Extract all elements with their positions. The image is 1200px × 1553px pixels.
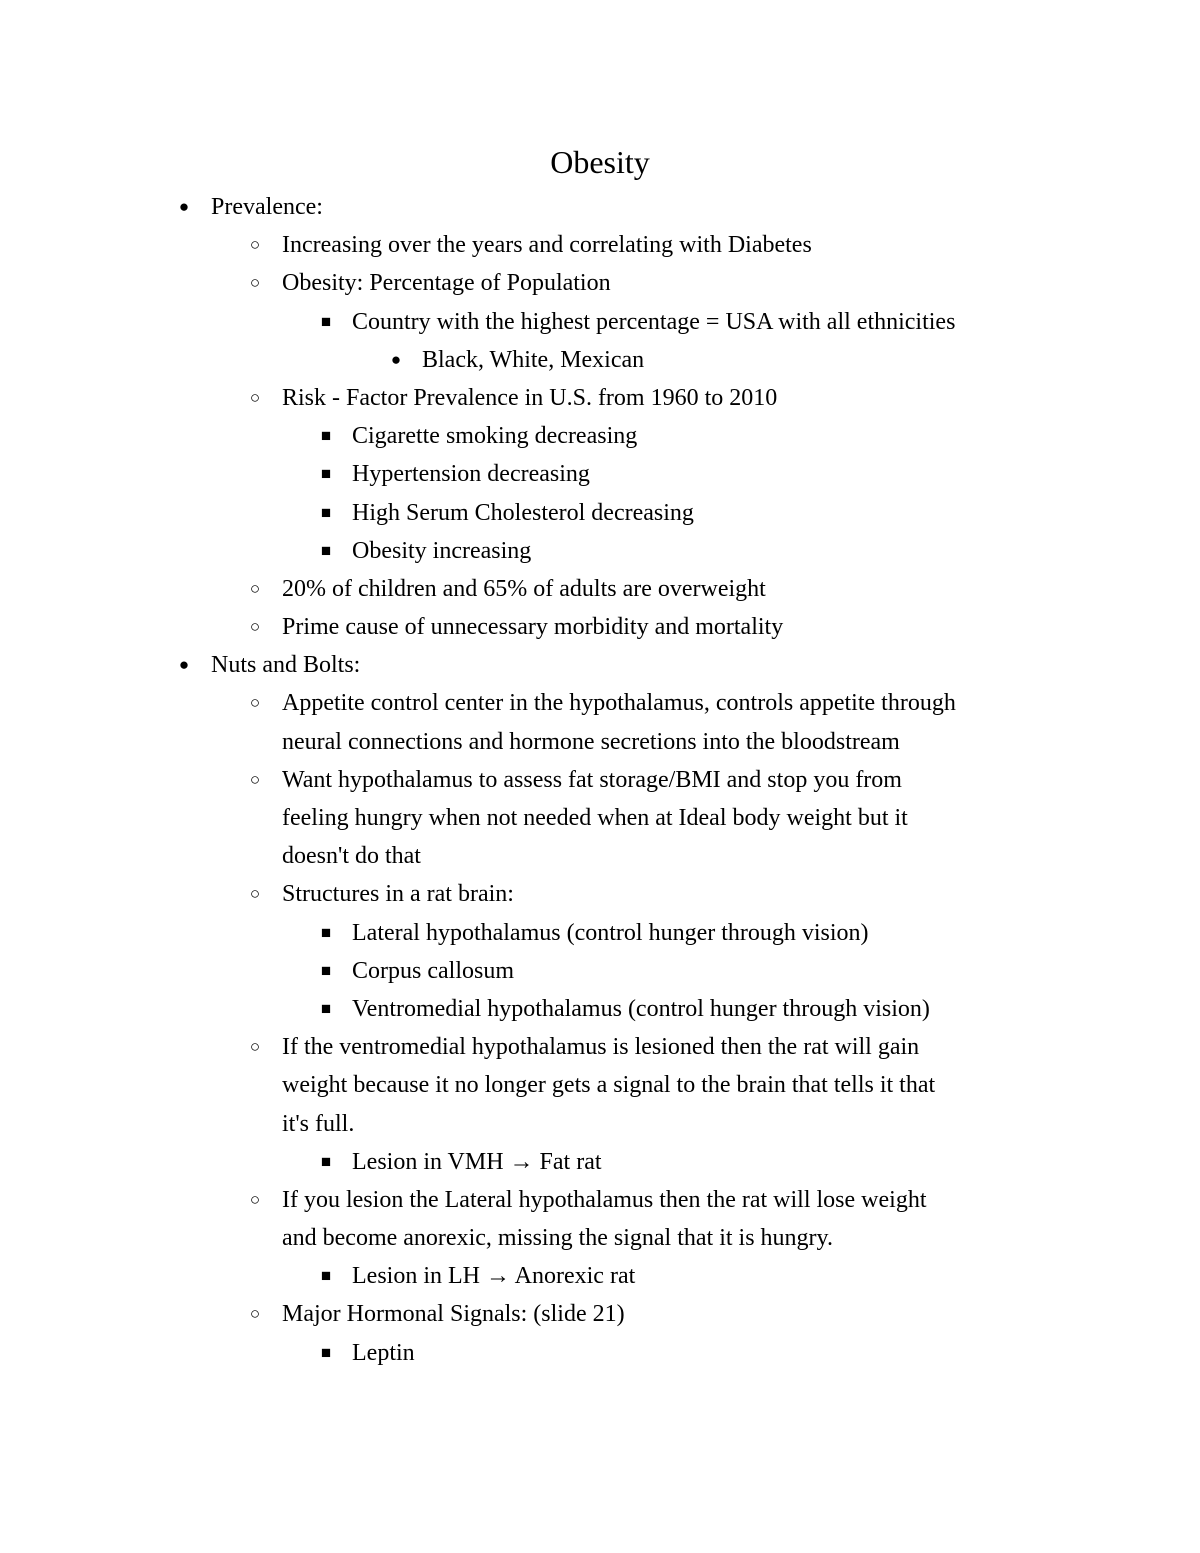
list-item <box>0 188 1200 226</box>
list-item-text: If the ventromedial hypothalamus is lesioned then the rat will gain <box>282 1034 920 1061</box>
list-item-continuation <box>0 1219 1200 1257</box>
bullet-marker: ○ <box>249 693 261 713</box>
list-item-text: Structures in a rat brain: <box>282 881 514 908</box>
list-item-text: Appetite control center in the hypothalamus, controls appetite through <box>282 690 956 717</box>
list-item <box>0 990 1200 1028</box>
list-item-continuation <box>0 837 1200 875</box>
bullet-marker: ● <box>390 349 402 369</box>
list-item <box>0 914 1200 952</box>
list-item-continuation <box>0 799 1200 837</box>
list-item <box>0 1334 1200 1372</box>
list-item <box>0 1257 1200 1295</box>
list-item <box>0 1143 1200 1181</box>
list-item <box>0 1295 1200 1333</box>
list-item-text: If you lesion the Lateral hypothalamus then the rat will lose weight <box>282 1186 927 1213</box>
list-item <box>0 417 1200 455</box>
bullet-list <box>0 188 1200 1372</box>
list-item-text: neural connections and hormone secretions into the bloodstream <box>282 728 900 755</box>
bullet-marker: ○ <box>249 578 261 598</box>
list-item-text: it's full. <box>282 1110 355 1137</box>
list-item-text: Prevalence: <box>211 194 323 220</box>
list-item <box>0 608 1200 646</box>
list-item-text: Obesity increasing <box>352 537 532 564</box>
bullet-marker: ■ <box>320 540 332 560</box>
list-item <box>0 1181 1200 1219</box>
bullet-marker: ○ <box>249 884 261 904</box>
list-item <box>0 1028 1200 1066</box>
list-item-continuation <box>0 723 1200 761</box>
list-item <box>0 684 1200 722</box>
list-item <box>0 875 1200 913</box>
bullet-marker: ■ <box>320 464 332 484</box>
bullet-marker: ■ <box>320 1151 332 1171</box>
bullet-marker: ○ <box>249 387 261 407</box>
bullet-marker: ■ <box>320 960 332 980</box>
list-item-text: Prime cause of unnecessary morbidity and mortality <box>282 614 784 641</box>
list-item-text: weight because it no longer gets a signal to the brain that tells it that <box>282 1072 936 1099</box>
list-item-text: Major Hormonal Signals: (slide 21) <box>282 1301 625 1328</box>
list-item-text: Lateral hypothalamus (control hunger through vision) <box>352 919 869 946</box>
bullet-marker: ○ <box>249 1304 261 1324</box>
list-item-text: Want hypothalamus to assess fat storage/BMI and stop you from <box>282 766 902 793</box>
list-item-text: Nuts and Bolts: <box>211 652 361 679</box>
bullet-marker: ● <box>178 655 190 675</box>
list-item-text: Country with the highest percentage = USA with all ethnicities <box>352 308 956 335</box>
bullet-marker: ■ <box>320 922 332 942</box>
list-item-text: Lesion in VMH → Fat rat <box>352 1148 602 1175</box>
list-item-text: Leptin <box>352 1339 415 1366</box>
bullet-marker: ■ <box>320 1342 332 1362</box>
list-item <box>0 646 1200 684</box>
list-item-continuation <box>0 1105 1200 1143</box>
list-item-text: Lesion in LH → Anorexic rat <box>352 1263 636 1290</box>
list-item-text: feeling hungry when not needed when at Ideal body weight but it <box>282 805 908 831</box>
list-item-text: Obesity: Percentage of Population <box>282 270 611 297</box>
list-item-text: 20% of children and 65% of adults are overweight <box>282 575 766 602</box>
bullet-marker: ■ <box>320 311 332 331</box>
bullet-marker: ■ <box>320 998 332 1018</box>
bullet-marker: ○ <box>249 617 261 637</box>
list-item-text: Ventromedial hypothalamus (control hunger through vision) <box>352 995 930 1022</box>
list-item <box>0 570 1200 608</box>
list-item-text: Increasing over the years and correlating with Diabetes <box>282 232 812 259</box>
list-item <box>0 226 1200 264</box>
bullet-marker: ○ <box>249 235 261 255</box>
list-item <box>0 455 1200 493</box>
bullet-marker: ○ <box>249 1189 261 1209</box>
list-item-text: Hypertension decreasing <box>352 461 590 488</box>
page-title: Obesity <box>550 144 650 180</box>
list-item-text: doesn't do that <box>282 843 421 870</box>
list-item-text: Cigarette smoking decreasing <box>352 423 638 450</box>
bullet-marker: ○ <box>249 1037 261 1057</box>
bullet-marker: ■ <box>320 502 332 522</box>
list-item <box>0 379 1200 417</box>
list-item-text: Risk - Factor Prevalence in U.S. from 1960 to 2010 <box>282 384 778 411</box>
list-item-text: Corpus callosum <box>352 957 514 984</box>
list-item-text: and become anorexic, missing the signal that it is hungry. <box>282 1225 833 1252</box>
list-item <box>0 761 1200 799</box>
bullet-marker: ○ <box>249 769 261 789</box>
bullet-marker: ■ <box>320 1266 332 1286</box>
list-item <box>0 952 1200 990</box>
bullet-marker: ● <box>178 197 190 216</box>
bullet-marker: ■ <box>320 426 332 446</box>
list-item-continuation <box>0 1066 1200 1104</box>
list-item <box>0 532 1200 570</box>
list-item <box>0 341 1200 379</box>
bullet-marker: ○ <box>249 273 261 293</box>
list-item <box>0 264 1200 302</box>
list-item-text: High Serum Cholesterol decreasing <box>352 499 694 526</box>
list-item-text: Black, White, Mexican <box>422 346 645 373</box>
list-item <box>0 303 1200 341</box>
list-item <box>0 494 1200 532</box>
